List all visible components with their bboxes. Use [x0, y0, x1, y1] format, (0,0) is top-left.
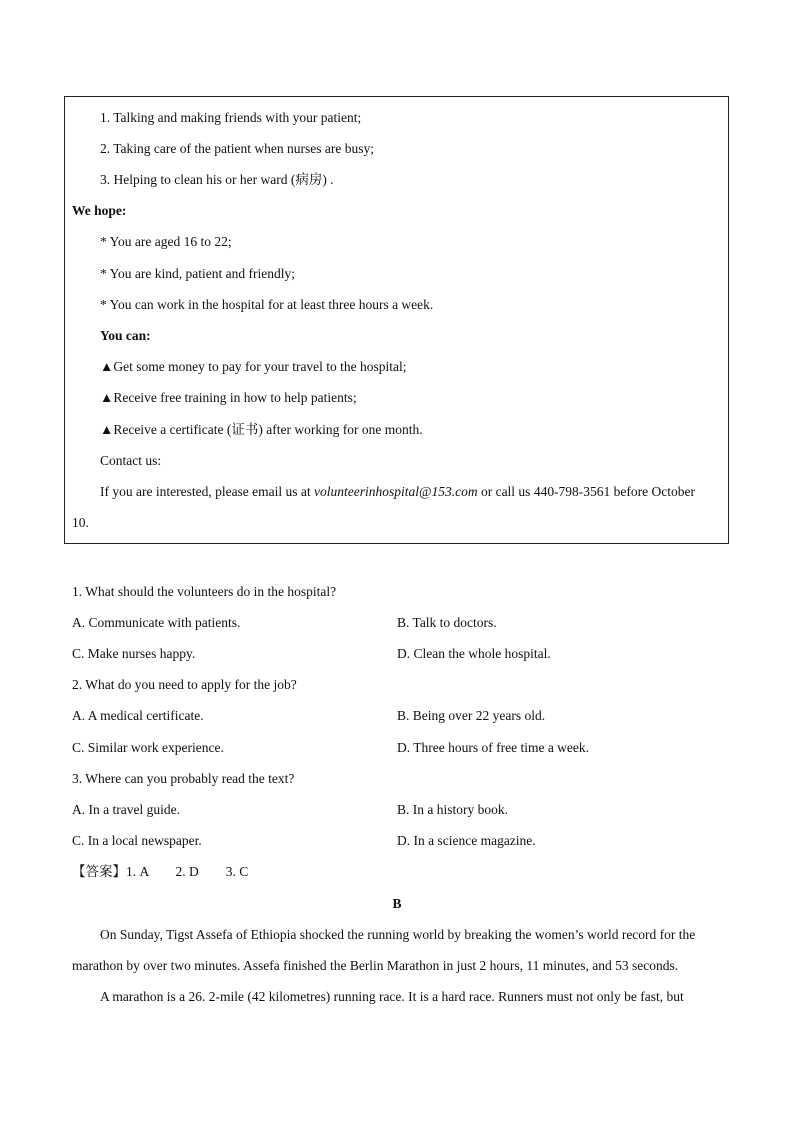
- q1-option-c: C. Make nurses happy.: [72, 646, 196, 661]
- q1-option-a: A. Communicate with patients.: [72, 615, 241, 630]
- hope-heading: We hope:: [72, 203, 127, 218]
- q1-option-b: B. Talk to doctors.: [397, 615, 497, 630]
- question-2: 2. What do you need to apply for the job?: [72, 677, 297, 692]
- q2-option-b: B. Being over 22 years old.: [397, 708, 546, 723]
- notice-box: [64, 96, 729, 544]
- section-b-para-3: A marathon is a 26. 2-mile (42 kilometres) running race. It is a hard race. Runners must not only be fast, but: [100, 989, 684, 1004]
- hope-1: * You are aged 16 to 22;: [100, 234, 232, 249]
- duty-2: 2. Taking care of the patient when nurses are busy;: [100, 141, 374, 156]
- question-1: 1. What should the volunteers do in the hospital?: [72, 584, 337, 599]
- contact-label: Contact us:: [100, 453, 162, 468]
- q2-option-d: D. Three hours of free time a week.: [397, 740, 590, 755]
- q2-option-a: A. A medical certificate.: [72, 708, 204, 723]
- q3-option-c: C. In a local newspaper.: [72, 833, 202, 848]
- hope-3: * You can work in the hospital for at least three hours a week.: [100, 297, 434, 312]
- question-3: 3. Where can you probably read the text?: [72, 771, 295, 786]
- duty-1: 1. Talking and making friends with your patient;: [100, 110, 362, 125]
- hope-2: * You are kind, patient and friendly;: [100, 266, 295, 281]
- q2-option-c: C. Similar work experience.: [72, 740, 224, 755]
- q1-option-d: D. Clean the whole hospital.: [397, 646, 551, 661]
- section-b-heading: B: [392, 896, 402, 911]
- contact-pre: If you are interested, please email us at: [100, 484, 315, 499]
- contact-email: volunteerinhospital@153.com: [314, 484, 478, 499]
- contact-line: [100, 484, 695, 500]
- section-b-para-1: On Sunday, Tigst Assefa of Ethiopia shocked the running world by breaking the women’s world record for the: [100, 927, 696, 942]
- can-heading: You can:: [100, 328, 151, 343]
- benefit-1: ▲Get some money to pay for your travel to the hospital;: [100, 359, 407, 374]
- answer-key: 【答案】1. A 2. D 3. C: [72, 864, 249, 879]
- duty-3: 3. Helping to clean his or her ward (病房) .: [100, 172, 334, 187]
- q3-option-a: A. In a travel guide.: [72, 802, 180, 817]
- section-b-para-2: marathon by over two minutes. Assefa finished the Berlin Marathon in just 2 hours, 11 minutes, and 53 seconds.: [72, 958, 679, 973]
- contact-post: or call us 440-798-3561 before October: [477, 484, 696, 499]
- benefit-2: ▲Receive free training in how to help patients;: [100, 390, 357, 405]
- benefit-3: ▲Receive a certificate (证书) after working for one month.: [100, 422, 423, 437]
- q3-option-d: D. In a science magazine.: [397, 833, 536, 848]
- q3-option-b: B. In a history book.: [397, 802, 508, 817]
- contact-end: 10.: [72, 515, 89, 530]
